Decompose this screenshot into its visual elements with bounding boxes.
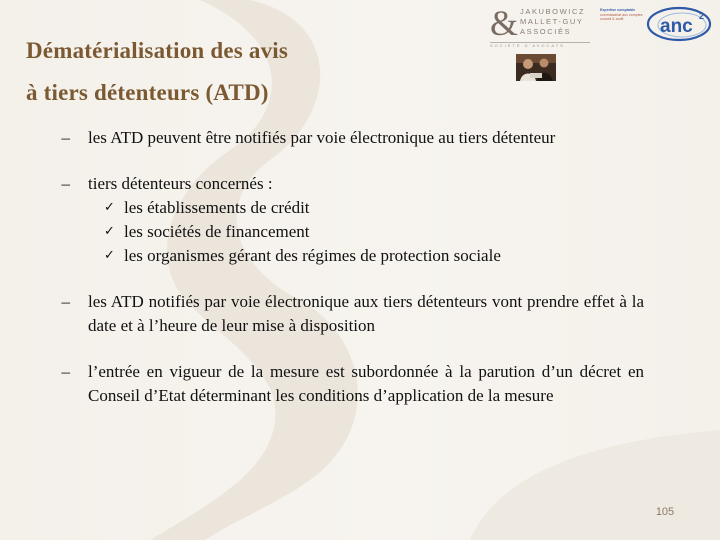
sub-item-text: les établissements de crédit: [124, 198, 310, 217]
title-line-2: à tiers détenteurs (ATD): [26, 80, 269, 105]
checkmark-icon: ✓: [104, 200, 115, 215]
anc-logo-superscript: 2: [699, 11, 705, 21]
bullet-marker: –: [61, 362, 70, 381]
small-text-line-2: commissariat aux comptes: [600, 12, 643, 17]
bullet-list: [36, 126, 644, 408]
checkmark-icon: ✓: [104, 248, 115, 263]
bullet-marker: –: [61, 292, 70, 311]
bullet-text: les ATD peuvent être notifiés par voie électronique au tiers détenteur: [88, 128, 556, 147]
small-text-line-1: Expertise comptable: [600, 8, 636, 12]
bullet-marker: –: [61, 174, 70, 193]
page-number: 105: [655, 506, 675, 518]
bullet-text: l’entrée en vigueur de la mesure est subordonnée à la parution d’un décret en Conseil d’Etat déterminant les conditions d’application de la mesure: [88, 362, 644, 405]
bullet-text: les ATD notifiés par voie électronique aux tiers détenteurs vont prendre effet à la date et à l’heure de leur mise à disposition: [88, 292, 644, 335]
bullet-item: [36, 360, 644, 408]
firm-name-line-3: ASSOCIÉS: [520, 27, 572, 36]
title-line-1: Dématérialisation des avis: [26, 38, 289, 63]
anc-logo-text: anc: [660, 16, 693, 37]
firm-name-line-2: MALLET-GUY: [520, 17, 584, 26]
bullet-item: [36, 126, 644, 150]
small-text-line-3: conseil & audit: [600, 17, 624, 22]
bullet-item: [36, 172, 644, 196]
sub-item-text: les organismes gérant des régimes de protection sociale: [124, 246, 501, 265]
bullet-marker: –: [61, 128, 70, 147]
anc-logo: [646, 4, 716, 44]
firm-name-line-1: JAKUBOWICZ: [520, 7, 586, 16]
firm-tagline: SOCIÉTÉ D'AVOCATS: [490, 43, 565, 48]
law-firm-logo: [488, 2, 598, 52]
sub-item: [36, 220, 644, 244]
ampersand-icon: &: [490, 3, 519, 43]
bullet-text: tiers détenteurs concernés :: [88, 174, 273, 193]
checkmark-icon: ✓: [104, 224, 115, 239]
bullet-item: [36, 290, 644, 338]
small-logo-text: [600, 8, 644, 22]
sub-item-text: les sociétés de financement: [124, 222, 310, 241]
firm-name: [520, 7, 585, 37]
sub-item: [36, 196, 644, 220]
sub-item: [36, 244, 644, 268]
slide-title: [26, 30, 288, 114]
people-photo: [516, 54, 556, 81]
